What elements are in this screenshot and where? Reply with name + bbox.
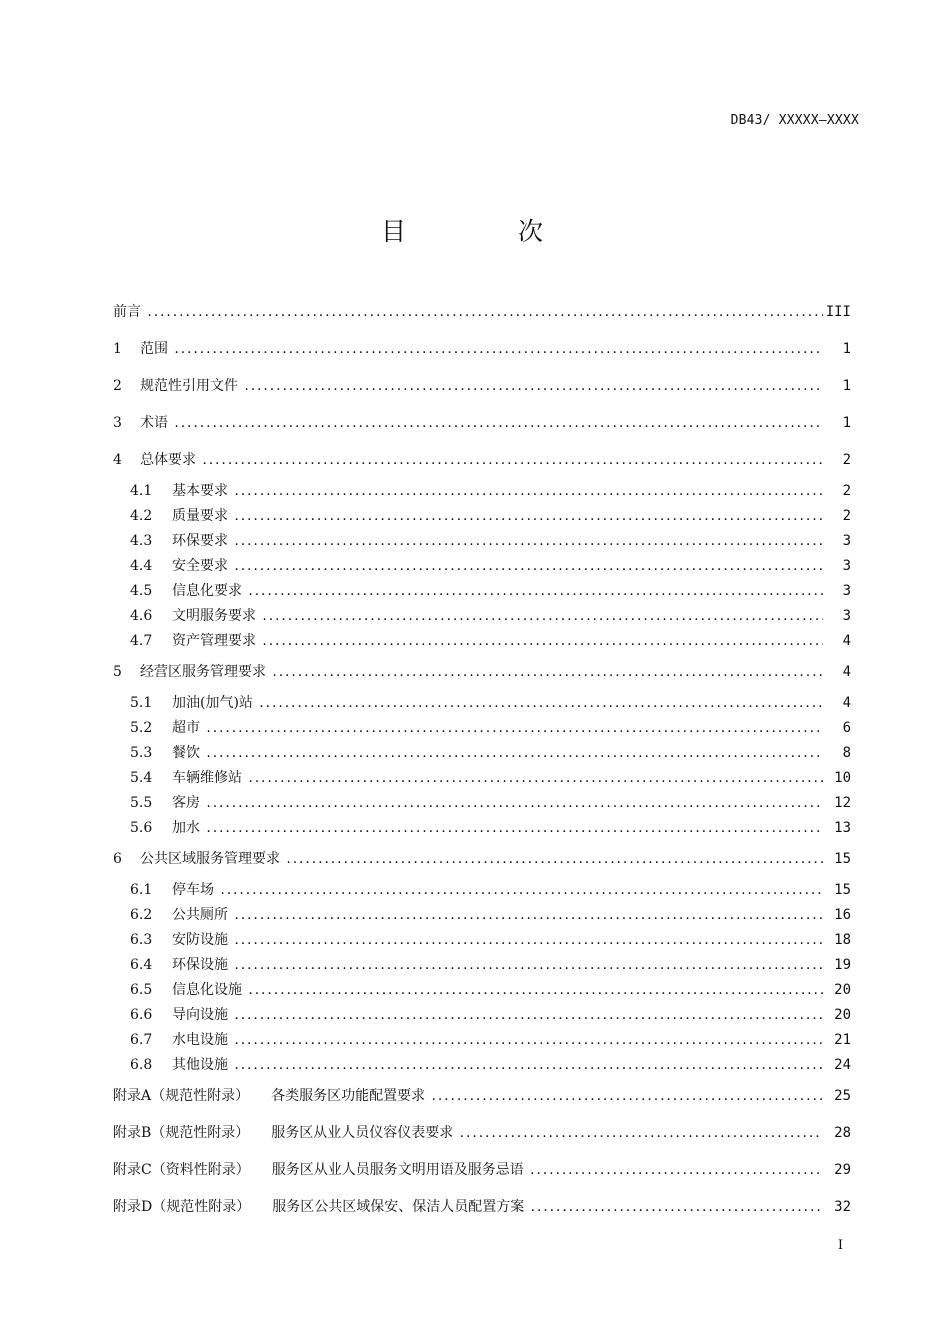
toc-entry-number: 4.5 bbox=[130, 583, 153, 599]
toc-entry-number: 附录C（资料性附录） bbox=[113, 1162, 250, 1178]
toc-entry-title: 信息化要求 bbox=[172, 583, 242, 599]
toc-entry-label-group bbox=[113, 847, 823, 872]
toc-entry-title: 车辆维修站 bbox=[172, 770, 242, 786]
toc-entry[interactable] bbox=[113, 529, 851, 554]
toc-entry[interactable] bbox=[113, 1084, 851, 1115]
toc-entry-page: 2 bbox=[842, 483, 851, 499]
toc-entry[interactable] bbox=[113, 903, 851, 928]
toc-entry-page: 6 bbox=[842, 720, 851, 736]
toc-entry-label-group bbox=[130, 741, 823, 766]
toc-entry-label-group bbox=[130, 816, 823, 841]
toc-entry-label-group bbox=[130, 691, 823, 716]
toc-entry-label-group bbox=[130, 504, 823, 529]
toc-entry-label-group bbox=[130, 878, 823, 903]
toc-entry-title: 导向设施 bbox=[172, 1007, 228, 1023]
toc-entry-label-group bbox=[113, 1158, 823, 1183]
toc-entry-label-group bbox=[113, 300, 823, 325]
toc-entry-page: 12 bbox=[834, 795, 851, 811]
toc-entry-page: 24 bbox=[834, 1057, 851, 1073]
toc-entry-page: III bbox=[825, 304, 851, 320]
toc-entry-label-group bbox=[130, 629, 823, 654]
toc-entry-title: 餐饮 bbox=[172, 745, 200, 761]
toc-entry-title: 前言 bbox=[113, 304, 141, 320]
toc-entry[interactable] bbox=[113, 479, 851, 504]
toc-entry-title: 公共区域服务管理要求 bbox=[140, 851, 280, 867]
toc-entry[interactable] bbox=[113, 579, 851, 604]
toc-entry[interactable] bbox=[113, 691, 851, 716]
toc-entry-number: 附录B（规范性附录） bbox=[113, 1125, 250, 1141]
toc-entry[interactable] bbox=[113, 374, 851, 405]
toc-entry[interactable] bbox=[113, 741, 851, 766]
toc-entry-page: 15 bbox=[834, 882, 851, 898]
toc-entry-label-group bbox=[130, 604, 823, 629]
toc-entry[interactable] bbox=[113, 1053, 851, 1078]
toc-entry-number: 6.5 bbox=[130, 982, 153, 998]
toc-entry-page: 10 bbox=[834, 770, 851, 786]
toc-entry-number: 4.7 bbox=[130, 633, 153, 649]
toc-entry-number: 4 bbox=[113, 452, 122, 468]
toc-entry[interactable] bbox=[113, 337, 851, 368]
toc-entry-number: 6.7 bbox=[130, 1032, 153, 1048]
toc-entry[interactable] bbox=[113, 411, 851, 442]
toc-entry-page: 29 bbox=[834, 1162, 851, 1178]
toc-entry-number: 5.2 bbox=[130, 720, 153, 736]
toc-entry-page: 16 bbox=[834, 907, 851, 923]
toc-entry-label-group bbox=[130, 928, 823, 953]
toc-entry-page: 15 bbox=[834, 851, 851, 867]
toc-entry[interactable] bbox=[113, 629, 851, 654]
toc-entry-label-group bbox=[130, 554, 823, 579]
toc-entry-page: 1 bbox=[842, 415, 851, 431]
toc-entry-page: 32 bbox=[834, 1199, 851, 1215]
toc-entry-label-group bbox=[130, 953, 823, 978]
toc-entry-number: 6.6 bbox=[130, 1007, 153, 1023]
toc-entry-page: 20 bbox=[834, 1007, 851, 1023]
toc-entry-page: 20 bbox=[834, 982, 851, 998]
toc-entry-number: 1 bbox=[113, 341, 122, 357]
toc-entry-page: 3 bbox=[842, 558, 851, 574]
toc-entry[interactable] bbox=[113, 448, 851, 479]
toc-entry[interactable] bbox=[113, 716, 851, 741]
toc-entry[interactable] bbox=[113, 504, 851, 529]
toc-entry-number: 4.3 bbox=[130, 533, 153, 549]
toc-entry-number: 4.4 bbox=[130, 558, 153, 574]
toc-entry[interactable] bbox=[113, 766, 851, 791]
toc-entry-number: 附录D（规范性附录） bbox=[113, 1199, 251, 1215]
toc-entry-page: 2 bbox=[842, 452, 851, 468]
toc-entry-title: 资产管理要求 bbox=[172, 633, 256, 649]
toc-entry-title: 其他设施 bbox=[172, 1057, 228, 1073]
toc-entry-page: 25 bbox=[834, 1088, 851, 1104]
toc-entry-label-group bbox=[113, 1121, 823, 1146]
toc-entry[interactable] bbox=[113, 1158, 851, 1189]
toc-entry-page: 1 bbox=[842, 378, 851, 394]
toc-entry-label-group bbox=[113, 1084, 823, 1109]
toc-entry-title: 超市 bbox=[172, 720, 200, 736]
toc-entry-number: 5.3 bbox=[130, 745, 153, 761]
toc-entry-label-group bbox=[130, 1003, 823, 1028]
toc-entry-title: 信息化设施 bbox=[172, 982, 242, 998]
toc-entry-number: 6.2 bbox=[130, 907, 153, 923]
toc-entry-title: 安防设施 bbox=[172, 932, 228, 948]
toc-entry-label-group bbox=[130, 579, 823, 604]
toc-entry-label-group bbox=[130, 978, 823, 1003]
toc-entry-number: 6.8 bbox=[130, 1057, 153, 1073]
toc-entry-title: 基本要求 bbox=[172, 483, 228, 499]
toc-entry-label-group bbox=[130, 791, 823, 816]
page-number: I bbox=[837, 1238, 843, 1253]
toc-entry-number: 4.1 bbox=[130, 483, 153, 499]
toc-entry-label-group bbox=[130, 479, 823, 504]
toc-entry-title: 服务区从业人员服务文明用语及服务忌语 bbox=[271, 1162, 524, 1178]
toc-entry-page: 3 bbox=[842, 533, 851, 549]
toc-entry-title: 加水 bbox=[172, 820, 200, 836]
toc-entry-number: 6.3 bbox=[130, 932, 153, 948]
toc-entry-title: 环保要求 bbox=[172, 533, 228, 549]
toc-entry-label-group bbox=[130, 766, 823, 791]
toc-entry-title: 安全要求 bbox=[172, 558, 228, 574]
toc-entry-title: 经营区服务管理要求 bbox=[140, 664, 266, 680]
page-title: 目 次 bbox=[381, 217, 595, 246]
toc-entry-page: 13 bbox=[834, 820, 851, 836]
toc-entry-page: 4 bbox=[842, 664, 851, 680]
toc-entry[interactable] bbox=[113, 1003, 851, 1028]
toc-entry-title: 服务区公共区域保安、保洁人员配置方案 bbox=[272, 1199, 525, 1215]
toc-entry-label-group bbox=[113, 448, 823, 473]
toc-entry[interactable] bbox=[113, 554, 851, 579]
toc-entry-page: 1 bbox=[842, 341, 851, 357]
toc-entry-page: 28 bbox=[834, 1125, 851, 1141]
toc-entry-label-group bbox=[113, 337, 823, 362]
toc-entry-title: 规范性引用文件 bbox=[140, 378, 238, 394]
toc-entry-title: 总体要求 bbox=[140, 452, 196, 468]
toc-entry-page: 3 bbox=[842, 583, 851, 599]
toc-entry-title: 客房 bbox=[172, 795, 200, 811]
toc-entry-page: 8 bbox=[842, 745, 851, 761]
toc-entry-number: 5.4 bbox=[130, 770, 153, 786]
toc-entry-title: 加油(加气)站 bbox=[172, 695, 253, 711]
table-of-contents bbox=[113, 300, 851, 1226]
toc-entry-page: 4 bbox=[842, 633, 851, 649]
toc-entry-number: 4.2 bbox=[130, 508, 153, 524]
toc-entry-number: 5.6 bbox=[130, 820, 153, 836]
toc-entry-label-group bbox=[130, 903, 823, 928]
toc-entry-label-group bbox=[130, 1028, 823, 1053]
toc-entry-number: 5.5 bbox=[130, 795, 153, 811]
toc-entry-page: 2 bbox=[842, 508, 851, 524]
toc-entry-number: 6 bbox=[113, 851, 122, 867]
toc-entry[interactable] bbox=[113, 928, 851, 953]
toc-entry[interactable] bbox=[113, 1195, 851, 1226]
toc-entry-label-group bbox=[130, 1053, 823, 1078]
toc-entry-label-group bbox=[113, 411, 823, 436]
toc-entry-label-group bbox=[113, 660, 823, 685]
toc-entry-page: 4 bbox=[842, 695, 851, 711]
toc-entry-title: 服务区从业人员仪容仪表要求 bbox=[271, 1125, 454, 1141]
toc-entry[interactable] bbox=[113, 604, 851, 629]
toc-entry-title: 环保设施 bbox=[172, 957, 228, 973]
toc-entry[interactable] bbox=[113, 953, 851, 978]
toc-entry-title: 质量要求 bbox=[172, 508, 228, 524]
toc-entry-label-group bbox=[130, 716, 823, 741]
toc-entry-page: 21 bbox=[834, 1032, 851, 1048]
toc-entry-number: 2 bbox=[113, 378, 122, 394]
toc-entry-title: 文明服务要求 bbox=[172, 608, 256, 624]
toc-entry-page: 19 bbox=[834, 957, 851, 973]
toc-entry[interactable] bbox=[113, 660, 851, 691]
toc-entry[interactable] bbox=[113, 791, 851, 816]
toc-entry-page: 3 bbox=[842, 608, 851, 624]
doc-code: DB43/ XXXXX—XXXX bbox=[730, 113, 859, 128]
toc-entry[interactable] bbox=[113, 300, 851, 331]
toc-entry-title: 停车场 bbox=[172, 882, 214, 898]
toc-entry-number: 6.4 bbox=[130, 957, 153, 973]
toc-entry[interactable] bbox=[113, 978, 851, 1003]
toc-entry-title: 范围 bbox=[140, 341, 168, 357]
toc-entry-title: 水电设施 bbox=[172, 1032, 228, 1048]
toc-entry-number: 6.1 bbox=[130, 882, 153, 898]
toc-entry-label-group bbox=[130, 529, 823, 554]
toc-entry-title: 公共厕所 bbox=[172, 907, 228, 923]
toc-entry-title: 各类服务区功能配置要求 bbox=[271, 1088, 426, 1104]
toc-entry-title: 术语 bbox=[140, 415, 168, 431]
toc-entry-label-group bbox=[113, 374, 823, 399]
toc-entry-number: 4.6 bbox=[130, 608, 153, 624]
toc-entry-page: 18 bbox=[834, 932, 851, 948]
toc-entry[interactable] bbox=[113, 847, 851, 878]
toc-entry-number: 3 bbox=[113, 415, 122, 431]
toc-entry[interactable] bbox=[113, 878, 851, 903]
toc-entry[interactable] bbox=[113, 1028, 851, 1053]
toc-entry[interactable] bbox=[113, 1121, 851, 1152]
toc-entry-label-group bbox=[113, 1195, 823, 1220]
toc-entry-number: 附录A（规范性附录） bbox=[113, 1088, 250, 1104]
toc-entry-number: 5.1 bbox=[130, 695, 153, 711]
toc-entry-number: 5 bbox=[113, 664, 122, 680]
toc-entry[interactable] bbox=[113, 816, 851, 841]
